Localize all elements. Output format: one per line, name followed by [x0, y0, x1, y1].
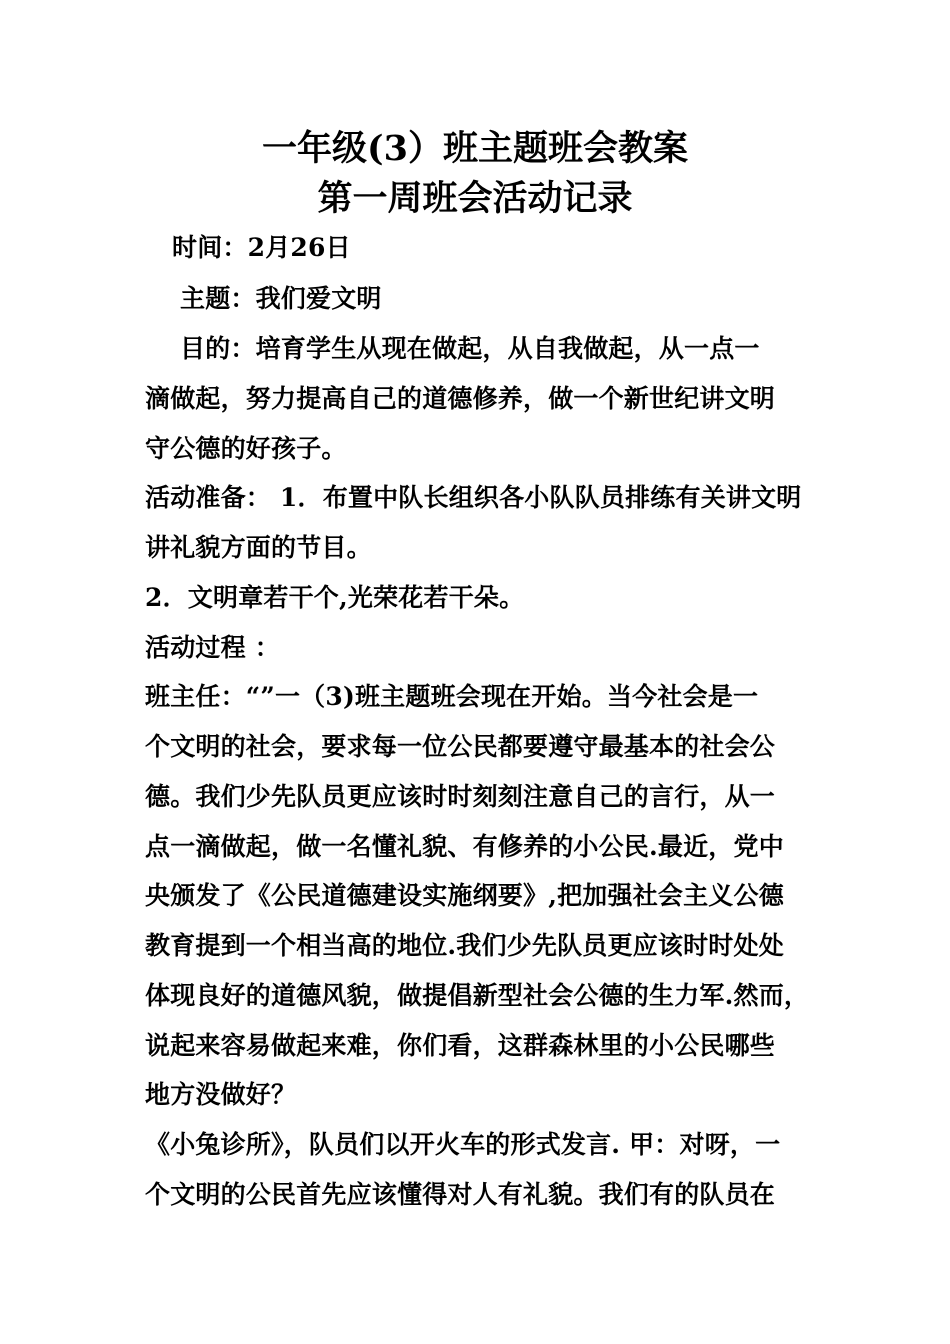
paragraph-line: 《小兔诊所》，队员们以开火车的形式发言. 甲：对呀，一 — [145, 1130, 781, 1159]
purpose-line-1: 目的：培育学生从现在做起，从自我做起，从一点一 — [180, 334, 760, 363]
paragraph-line: 德。我们少先队员更应该时时刻刻注意自己的言行，从一 — [145, 782, 776, 811]
paragraph-line: 个文明的公民首先应该懂得对人有礼貌。我们有的队员在 — [145, 1180, 776, 1209]
paragraph-line: 体现良好的道德风貌，做提倡新型社会公德的生力军.然而， — [145, 981, 810, 1010]
paragraph-line: 地方没做好？ — [145, 1080, 297, 1109]
date-line: 时间：2月26日 — [172, 233, 351, 262]
paragraph-line: 班主任：“”一（3)班主题班会现在开始。当今社会是一 — [145, 682, 759, 711]
paragraph-line: 说起来容易做起来难，你们看，这群森林里的小公民哪些 — [145, 1031, 776, 1060]
paragraph-line: 教育提到一个相当高的地位.我们少先队员更应该时时处处 — [145, 931, 784, 960]
paragraph-line: 点一滴做起，做一名懂礼貌、有修养的小公民.最近，党中 — [145, 832, 784, 861]
process-heading: 活动过程 ： — [145, 633, 280, 662]
document-subtitle: 第一周班会活动记录 — [317, 178, 633, 219]
paragraph-line: 央颁发了《公民道德建设实施纲要》,把加强社会主义公德 — [145, 881, 784, 910]
paragraph-line: 个文明的社会，要求每一位公民都要遵守最基本的社会公 — [145, 732, 776, 761]
purpose-line-3: 守公德的好孩子。 — [145, 434, 347, 463]
theme-line: 主题：我们爱文明 — [180, 284, 382, 313]
preparation-line-2: 讲礼貌方面的节目。 — [145, 533, 372, 562]
preparation-line-1: 活动准备： 1．布置中队长组织各小队队员排练有关讲文明 — [145, 483, 802, 512]
purpose-line-2: 滴做起，努力提高自己的道德修养，做一个新世纪讲文明 — [145, 384, 776, 413]
document-title: 一年级(3）班主题班会教案 — [262, 128, 688, 169]
preparation-line-3: 2．文明章若干个,光荣花若干朵。 — [145, 583, 525, 612]
